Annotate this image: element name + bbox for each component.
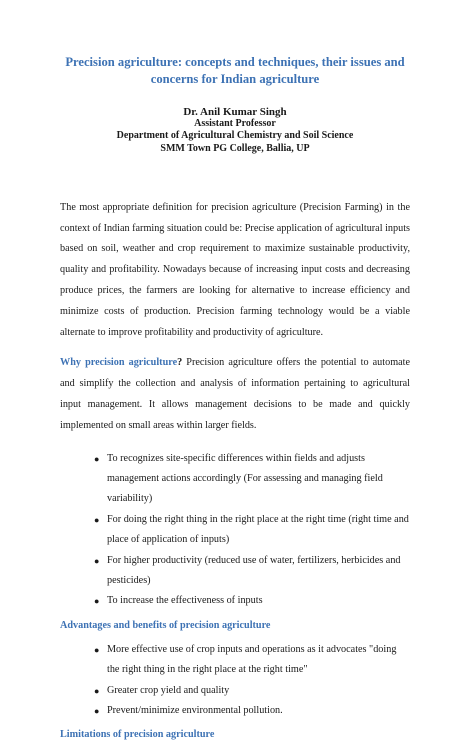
list-item-text: For doing the right thing in the right place at the right time (right time and place of application of inputs)	[107, 513, 409, 546]
why-text: Precision agriculture offers the potential to automate and simplify the collection and analysis of information pertaining to agricultural input management. It allows management decisions to be made and quickly implemented on small areas within larger fields.	[60, 357, 410, 431]
bullet-icon: ●	[94, 685, 100, 696]
advantages-bullet-list	[60, 640, 410, 722]
list-item-text: To increase the effectiveness of inputs	[107, 595, 263, 607]
why-heading: Why precision agriculture	[60, 357, 178, 369]
why-paragraph	[60, 353, 410, 436]
intro-paragraph: The most appropriate definition for precision agriculture (Precision Farming) in the context of Indian farming situation could be: Precise application of agricultural inputs based on soil, weather and crop requirement to maximize sustainable productivity, quality and profitability. Nowadays because of increasing input costs and decreasing produce prices, the farmers are looking for alternative to increase efficiency and minimize costs of production. Precision farming technology would be a viable alternate to improve profitability and productivity of agriculture.	[60, 201, 410, 338]
list-item	[94, 551, 410, 592]
author-position: Assistant Professor	[194, 118, 276, 130]
list-item	[94, 681, 410, 701]
list-item-text: More effective use of crop inputs and operations as it advocates "doing the right thing in the right place at the right time"	[107, 643, 397, 676]
limitations-heading: Limitations of precision agriculture	[60, 729, 215, 741]
list-item-text: Prevent/minimize environmental pollution.	[107, 705, 283, 717]
list-item	[94, 701, 410, 721]
list-item	[94, 449, 410, 510]
author-department: Department of Agricultural Chemistry and Soil Science	[116, 130, 354, 142]
bullet-icon: ●	[94, 555, 100, 566]
list-item	[94, 591, 410, 611]
list-item-text: To recognizes site-specific differences within fields and adjusts management actions accordingly (For assessing and managing field variability)	[107, 452, 383, 505]
bullet-icon: ●	[94, 596, 100, 607]
list-item	[94, 640, 410, 681]
why-bullet-list	[60, 449, 410, 612]
author-name: Dr. Anil Kumar Singh	[183, 106, 287, 118]
paper-title: Precision agriculture: concepts and techniques, their issues and concerns for Indian agriculture	[65, 55, 405, 86]
bullet-icon: ●	[94, 453, 100, 464]
list-item-text: Greater crop yield and quality	[107, 684, 230, 696]
bullet-icon: ●	[94, 644, 100, 655]
bullet-icon: ●	[94, 706, 100, 717]
bullet-icon: ●	[94, 514, 100, 525]
list-item-text: For higher productivity (reduced use of water, fertilizers, herbicides and pesticides)	[107, 554, 401, 587]
list-item	[94, 510, 410, 551]
author-institution: SMM Town PG College, Ballia, UP	[160, 142, 310, 154]
author-block	[60, 106, 410, 155]
advantages-heading: Advantages and benefits of precision agriculture	[60, 619, 271, 631]
why-question-mark: ?	[177, 357, 183, 369]
